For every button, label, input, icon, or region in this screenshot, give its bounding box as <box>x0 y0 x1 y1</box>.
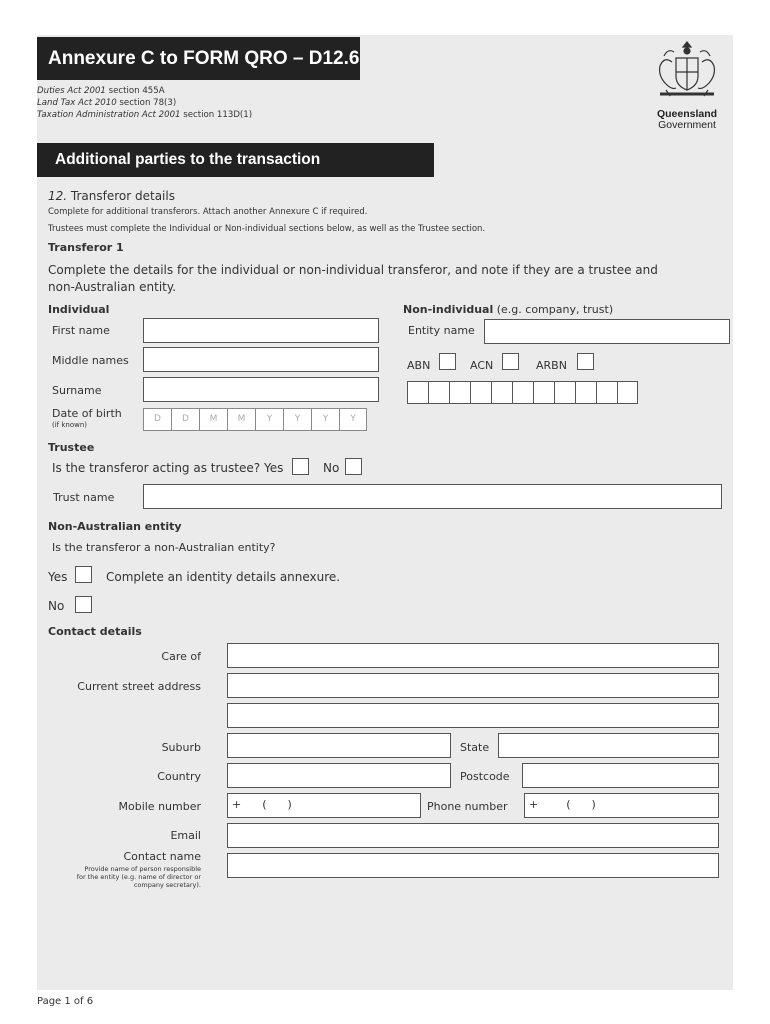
coat-of-arms-icon <box>652 36 722 104</box>
individual-heading: Individual <box>48 303 110 316</box>
entity-name-field[interactable] <box>484 319 730 344</box>
non-australian-yes-checkbox[interactable] <box>75 566 92 583</box>
dob-cell[interactable]: Y <box>255 408 283 431</box>
abn-digit-cell[interactable] <box>407 381 428 404</box>
queensland-government-logo <box>647 36 727 136</box>
dob-field[interactable] <box>143 408 367 431</box>
note-trustees: Trustees must complete the Individual or Non-individual sections below, as well as the Trustee section. <box>48 224 486 234</box>
section-heading-text: Transferor details <box>70 189 175 203</box>
trust-name-label: Trust name <box>53 491 115 504</box>
abn-digit-cell[interactable] <box>575 381 596 404</box>
street-address-field-2[interactable] <box>227 703 719 728</box>
state-label: State <box>460 741 490 754</box>
trustee-yes-label: Yes <box>264 461 284 475</box>
abn-label: ABN <box>407 359 431 372</box>
abn-digit-cell[interactable] <box>617 381 638 404</box>
trust-name-field[interactable] <box>143 484 722 509</box>
abn-digit-cell[interactable] <box>554 381 575 404</box>
arbn-checkbox[interactable] <box>577 353 594 370</box>
dob-cell[interactable]: Y <box>339 408 367 431</box>
abn-digit-cell[interactable] <box>512 381 533 404</box>
dob-note: (if known) <box>52 421 88 429</box>
trustee-no-label: No <box>323 461 340 475</box>
dob-cell[interactable]: M <box>199 408 227 431</box>
suburb-label: Suburb <box>161 741 201 754</box>
care-of-label: Care of <box>161 650 201 663</box>
transferor-heading: Transferor 1 <box>48 241 124 254</box>
country-field[interactable] <box>227 763 451 788</box>
state-field[interactable] <box>498 733 719 758</box>
instruction-line-1: Complete the details for the individual or non-individual transferor, and note if they are a trustee and <box>48 263 658 277</box>
logo-text-queensland: Queensland <box>656 108 718 120</box>
section-heading <box>48 189 175 203</box>
phone-label: Phone number <box>427 800 508 813</box>
postcode-label: Postcode <box>460 770 510 783</box>
page-number: Page 1 of 6 <box>37 996 94 1007</box>
mobile-field[interactable]: + ( ) <box>227 793 421 818</box>
abn-digit-cell[interactable] <box>491 381 512 404</box>
dob-cell[interactable]: D <box>171 408 199 431</box>
trustee-heading: Trustee <box>48 441 95 454</box>
identity-annexure-note: Complete an identity details annexure. <box>106 570 341 584</box>
act-name: Land Tax Act 2010 <box>37 98 117 108</box>
dob-cell[interactable]: D <box>143 408 171 431</box>
contact-name-field[interactable] <box>227 853 719 878</box>
first-name-label: First name <box>52 324 110 337</box>
suburb-field[interactable] <box>227 733 451 758</box>
instruction-line-2: non-Australian entity. <box>48 280 177 294</box>
middle-names-label: Middle names <box>52 354 129 367</box>
email-field[interactable] <box>227 823 719 848</box>
street-address-field[interactable] <box>227 673 719 698</box>
section-title: Additional parties to the transaction <box>37 143 434 177</box>
acn-checkbox[interactable] <box>502 353 519 370</box>
non-individual-heading: Non-individual (e.g. company, trust) <box>403 303 614 316</box>
trustee-yes-checkbox[interactable] <box>292 458 309 475</box>
postcode-field[interactable] <box>522 763 719 788</box>
entity-name-label: Entity name <box>408 324 475 337</box>
dob-cell[interactable]: M <box>227 408 255 431</box>
abn-digit-cell[interactable] <box>533 381 554 404</box>
logo-text-government: Government <box>658 119 716 131</box>
abn-number-field[interactable] <box>407 381 638 404</box>
non-australian-no-label: No <box>48 599 65 613</box>
dob-cell[interactable]: Y <box>283 408 311 431</box>
email-label: Email <box>170 829 201 842</box>
trustee-question: Is the transferor acting as trustee? <box>52 461 261 475</box>
surname-field[interactable] <box>143 377 379 402</box>
phone-field[interactable]: + ( ) <box>524 793 719 818</box>
non-australian-yes-label: Yes <box>48 570 68 584</box>
note-additional-transferors: Complete for additional transferors. Attach another Annexure C if required. <box>48 207 368 217</box>
act-name: Taxation Administration Act 2001 <box>37 110 181 120</box>
trustee-no-checkbox[interactable] <box>345 458 362 475</box>
legislation-references: Duties Act 2001 section 455A Land Tax Act 2010 section 78(3) Taxation Administration Act 2001 section 113D(1) <box>37 86 253 120</box>
street-address-label: Current street address <box>77 680 201 693</box>
contact-name-label: Contact name <box>123 850 201 863</box>
abn-digit-cell[interactable] <box>596 381 617 404</box>
dob-cell[interactable]: Y <box>311 408 339 431</box>
acn-label: ACN <box>470 359 494 372</box>
contact-heading: Contact details <box>48 625 142 638</box>
contact-name-note: Provide name of person responsible for the entity (e.g. name of director or company secretary). <box>76 865 201 889</box>
mobile-label: Mobile number <box>118 800 201 813</box>
dob-label: Date of birth <box>52 407 122 420</box>
care-of-field[interactable] <box>227 643 719 668</box>
abn-checkbox[interactable] <box>439 353 456 370</box>
non-australian-no-checkbox[interactable] <box>75 596 92 613</box>
non-australian-question: Is the transferor a non-Australian entity? <box>52 541 276 554</box>
section-number: 12. <box>48 189 68 203</box>
middle-names-field[interactable] <box>143 347 379 372</box>
act-name: Duties Act 2001 <box>37 86 106 96</box>
form-title: Annexure C to FORM QRO – D12.6 <box>37 37 360 80</box>
abn-digit-cell[interactable] <box>428 381 449 404</box>
surname-label: Surname <box>52 384 102 397</box>
arbn-label: ARBN <box>536 359 567 372</box>
first-name-field[interactable] <box>143 318 379 343</box>
abn-digit-cell[interactable] <box>470 381 491 404</box>
country-label: Country <box>157 770 201 783</box>
abn-digit-cell[interactable] <box>449 381 470 404</box>
non-australian-heading: Non-Australian entity <box>48 520 182 533</box>
